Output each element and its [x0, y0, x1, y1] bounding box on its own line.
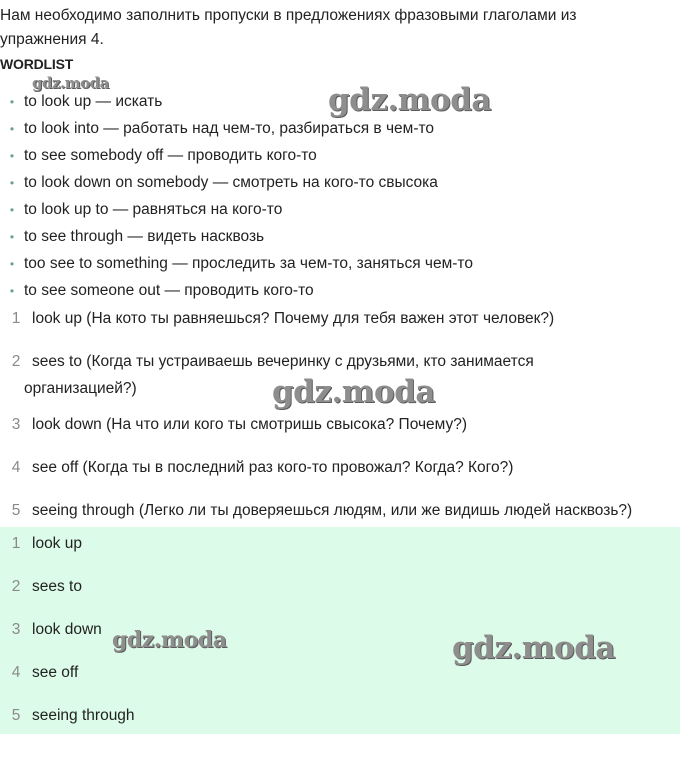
question-item: 2 sees to (Когда ты устраиваешь вечеринку с друзьями, кто занимается	[11, 353, 534, 370]
watermark-logo: gdz.moda	[452, 630, 615, 666]
wordlist-item: • to see somebody off — проводить кого-то	[0, 147, 317, 165]
bullet-icon: •	[9, 176, 15, 190]
bullet-icon: •	[9, 203, 15, 217]
bullet-icon: •	[9, 122, 15, 136]
wordlist-item: • to see someone out — проводить кого-то	[0, 282, 314, 300]
bullet-icon: •	[9, 230, 15, 244]
bullet-icon: •	[9, 257, 15, 271]
wordlist-item: • too see to something — проследить за чем-то, заняться чем-то	[0, 255, 473, 273]
bullet-icon: •	[9, 149, 15, 163]
intro-text: Нам необходимо заполнить пропуски в предложениях фразовыми глаголами из упражнения 4.	[0, 7, 577, 48]
answer-item: 5 seeing through	[11, 707, 135, 724]
watermark-logo: gdz.moda	[32, 74, 109, 92]
answer-item: 1 look up	[11, 535, 82, 552]
wordlist-item: • to look down on somebody — смотреть на кого-то свысока	[0, 174, 438, 192]
bullet-icon: •	[9, 284, 15, 298]
question-item: 5 seeing through (Легко ли ты доверяешься людям, или же видишь людей насквозь?)	[11, 502, 633, 519]
question-item: 3 look down (На что или кого ты смотришь свысока? Почему?)	[11, 416, 468, 433]
question-item: 1 look up (На кото ты равняешься? Почему для тебя важен этот человек?)	[11, 310, 555, 327]
answer-item: 4 see off	[11, 664, 79, 681]
wordlist-item: • to see through — видеть насквозь	[0, 228, 264, 246]
wordlist-item: • to look up — искать	[0, 93, 162, 111]
watermark-logo: gdz.moda	[328, 82, 491, 118]
wordlist-item: • to look into — работать над чем-то, разбираться в чем-то	[0, 120, 434, 138]
question-item-continuation: организацией?)	[24, 380, 137, 397]
question-item: 4 see off (Когда ты в последний раз кого-то провожал? Когда? Кого?)	[11, 459, 514, 476]
answer-item: 3 look down	[11, 621, 102, 638]
wordlist-heading: WORDLIST	[0, 56, 74, 72]
wordlist-item: • to look up to — равняться на кого-то	[0, 201, 282, 219]
answer-item: 2 sees to	[11, 578, 82, 595]
watermark-logo: gdz.moda	[112, 627, 227, 653]
bullet-icon: •	[9, 95, 15, 109]
watermark-logo: gdz.moda	[272, 374, 435, 410]
